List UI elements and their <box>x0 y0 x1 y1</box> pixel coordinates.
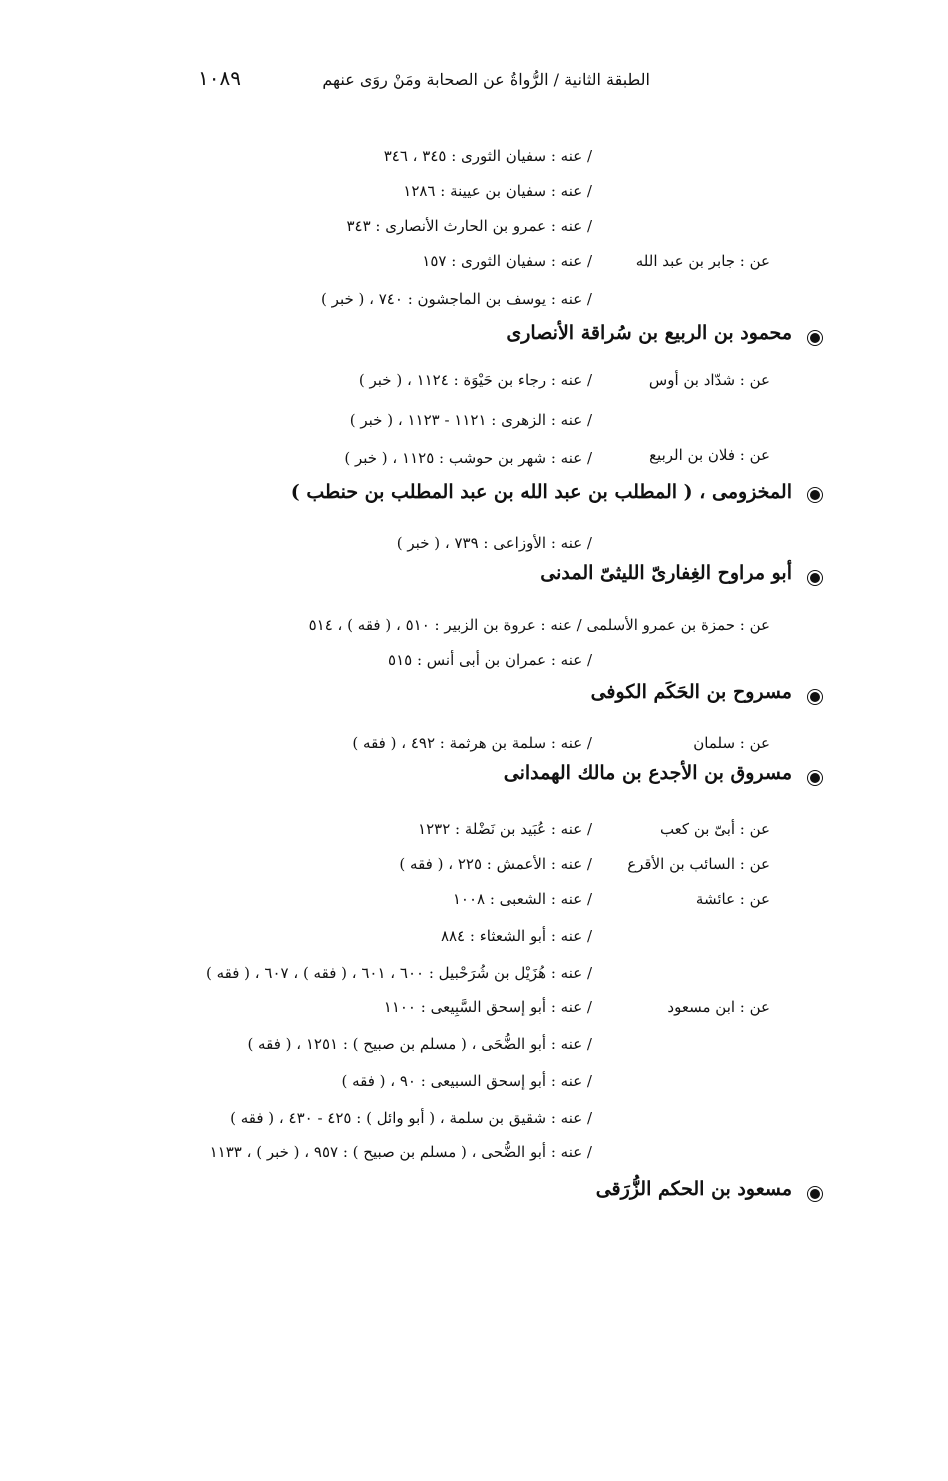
narrator-line: / عنه : الأعمش : ٢٢٥ ، ( فقه ) <box>399 855 592 873</box>
entry-bullet <box>808 771 822 785</box>
narrator-line: / عنه : هُزَيْل بن شُرَحْبيل : ٦٠٠ ، ٦٠١ ، ( فقه ) ، ٦٠٧ ، ( فقه ) <box>205 964 592 982</box>
source-label: عن : السائب بن الأقرع <box>627 855 770 873</box>
source-label: عن : سلمان <box>693 734 770 752</box>
narrator-line: / عنه : أبو الضُّحى ، ( مسلم بن صبيح ) : ٩٥٧ ، ( خبر ) ، ١١٣٣ <box>209 1143 592 1161</box>
narrator-line: / عنه : عمران بن أبى أنس : ٥١٥ <box>388 651 592 669</box>
source-label: عن : جابر بن عبد الله <box>635 252 770 270</box>
narrator-line: / عنه : الزهرى : ١١٢١ - ١١٢٣ ، ( خبر ) <box>349 411 592 429</box>
narrator-line: / عنه : عُبَيد بن نَضْلة : ١٢٣٢ <box>418 820 592 838</box>
narrator-line: عن : حمزة بن عمرو الأسلمى / عنه : عروة بن الزبير : ٥١٠ ، ( فقه ) ، ٥١٤ <box>308 616 770 634</box>
narrator-line: / عنه : عمرو بن الحارث الأنصارى : ٣٤٣ <box>346 217 592 235</box>
source-label: عن : فلان بن الربيع <box>649 446 770 464</box>
narrator-line: / عنه : شهر بن حوشب : ١١٢٥ ، ( خبر ) <box>344 449 592 467</box>
entry-name: محمود بن الربيع بن سُراقة الأنصارى <box>506 322 792 344</box>
narrator-line: / عنه : يوسف بن الماجشون : ٧٤٠ ، ( خبر ) <box>321 290 592 308</box>
source-label: عن : ابن مسعود <box>667 998 770 1016</box>
narrator-line: / عنه : سفيان بن عيينة : ١٢٨٦ <box>403 182 592 200</box>
narrator-line: / عنه : الأوزاعى : ٧٣٩ ، ( خبر ) <box>396 534 592 552</box>
narrator-line: / عنه : شقيق بن سلمة ، ( أبو وائل ) : ٤٢٥ - ٤٣٠ ، ( فقه ) <box>230 1109 592 1127</box>
entry-name: المخزومى ، ( المطلب بن عبد الله بن عبد المطلب بن حنطب ) <box>290 481 792 503</box>
narrator-line: / عنه : الشعبى : ١٠٠٨ <box>452 890 592 908</box>
narrator-line: / عنه : سلمة بن هرثمة : ٤٩٢ ، ( فقه ) <box>352 734 592 752</box>
entry-bullet <box>808 1187 822 1201</box>
narrator-line: / عنه : أبو الشعثاء : ٨٨٤ <box>440 927 592 945</box>
running-header-title: الطبقة الثانية / الرُّواةُ عن الصحابة ومَنْ روَى عنهم <box>322 70 650 89</box>
source-label: عن : أبىّ بن كعب <box>659 820 770 838</box>
entry-bullet <box>808 331 822 345</box>
narrator-line: / عنه : رجاء بن حَيْوَة : ١١٢٤ ، ( خبر ) <box>358 371 592 389</box>
entry-name: مسروق بن الأجدع بن مالك الهمدانى <box>503 762 792 784</box>
narrator-line: / عنه : أبو الضُّحَى ، ( مسلم بن صبيح ) : ١٢٥١ ، ( فقه ) <box>247 1035 592 1053</box>
entry-name: مسعود بن الحكم الزُّرَقى <box>595 1178 792 1200</box>
entry-name: أبو مراوح الغِفارىّ الليثىّ المدنى <box>540 562 792 584</box>
narrator-line: / عنه : أبو إسحق السَّبِيعى : ١١٠٠ <box>383 998 592 1016</box>
entry-bullet <box>808 690 822 704</box>
entry-bullet <box>808 571 822 585</box>
page-number: ١٠٨٩ <box>198 66 241 90</box>
narrator-line: / عنه : سفيان الثورى : ٣٤٥ ، ٣٤٦ <box>383 147 592 165</box>
narrator-line: / عنه : أبو إسحق السبيعى : ٩٠ ، ( فقه ) <box>341 1072 592 1090</box>
entry-bullet <box>808 488 822 502</box>
narrator-line: / عنه : سفيان الثورى : ١٥٧ <box>422 252 592 270</box>
source-label: عن : عائشة <box>695 890 770 908</box>
source-label: عن : شدّاد بن أوس <box>648 371 770 389</box>
entry-name: مسروح بن الحَكَم الكوفى <box>590 681 792 703</box>
